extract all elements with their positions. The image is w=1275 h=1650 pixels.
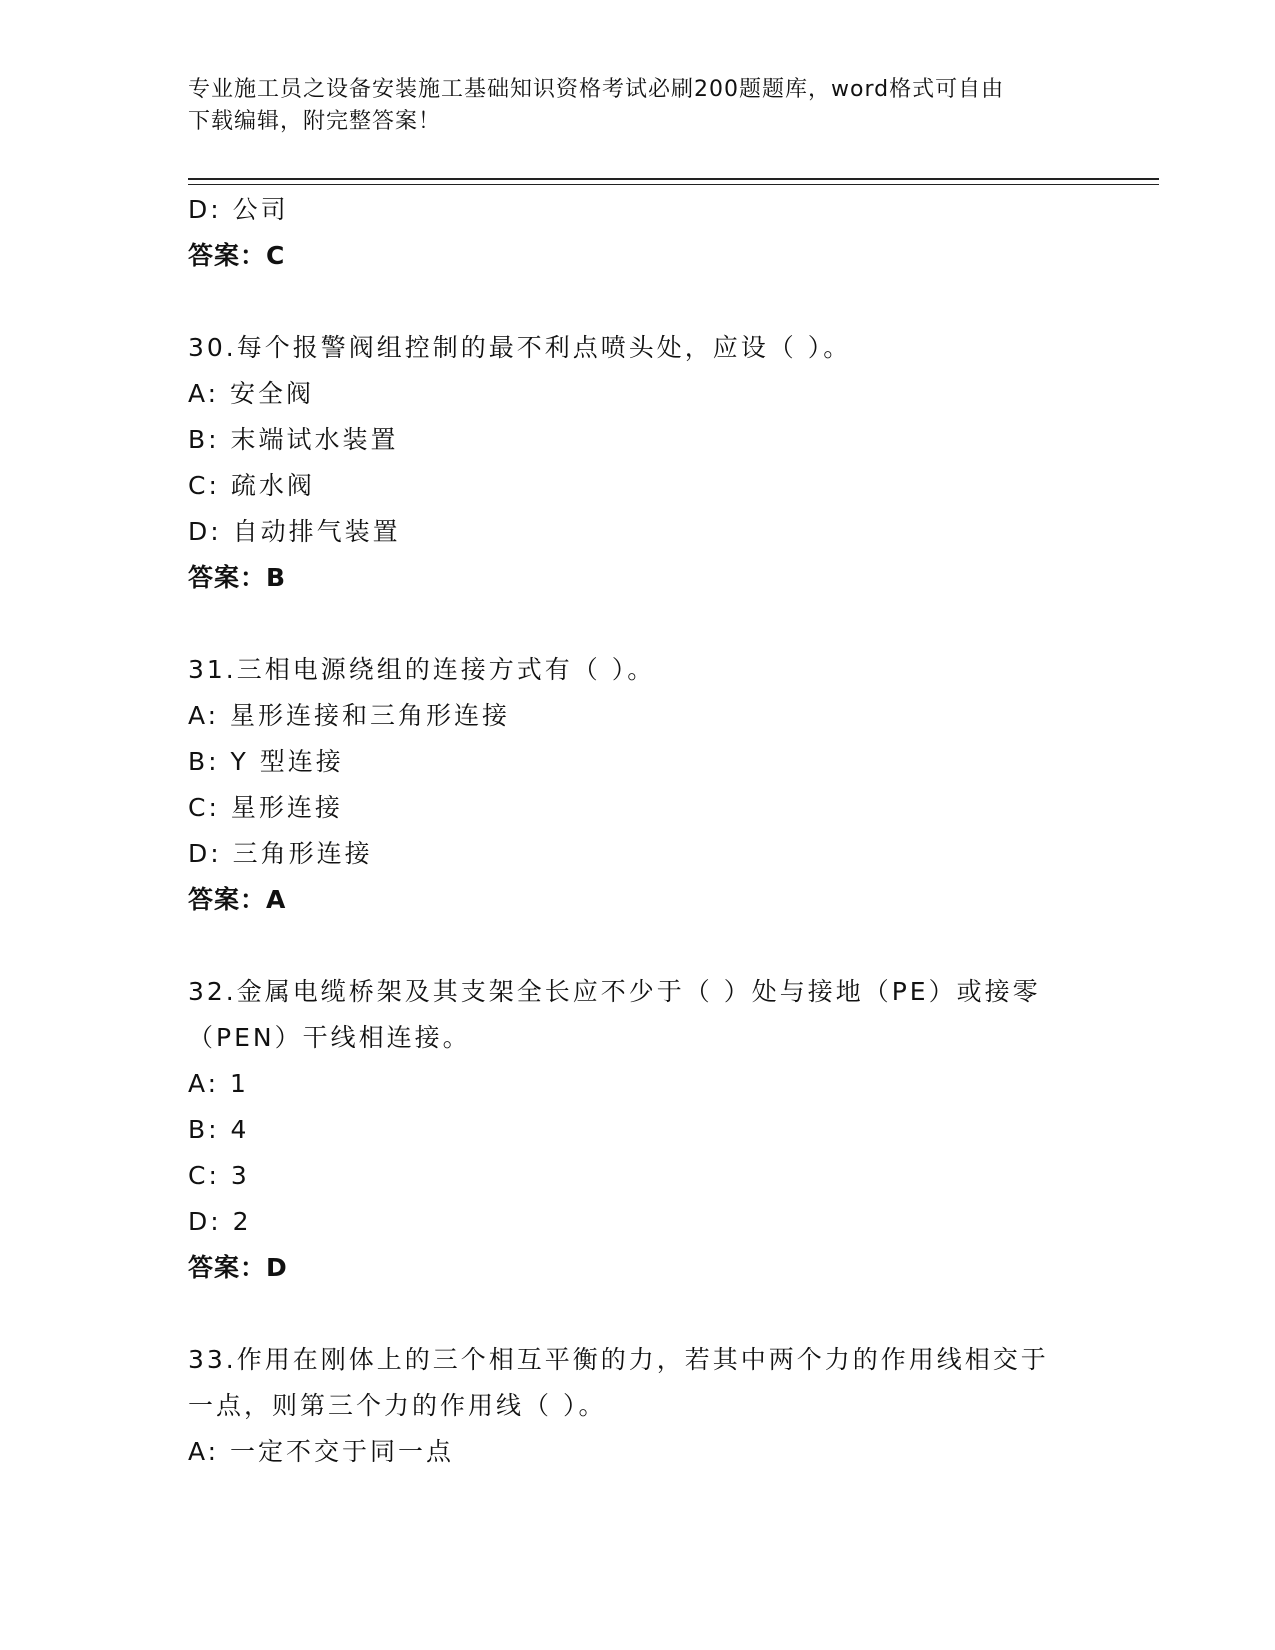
- option-d: D: 自动排气装置: [188, 517, 401, 546]
- option-a: A: 安全阀: [188, 379, 315, 408]
- question-30: [188, 332, 1088, 594]
- option-c: C: 星形连接: [188, 793, 343, 822]
- header-line-1: 专业施工员之设备安装施工基础知识资格考试必刷200题题库，word格式可自由: [188, 77, 1005, 102]
- answer: 答案：D: [188, 1253, 288, 1282]
- question-32: [188, 976, 1088, 1284]
- answer: 答案：A: [188, 885, 287, 914]
- document-header: [188, 74, 1088, 138]
- spacer: [188, 608, 1088, 654]
- option-b: B: 4: [188, 1115, 250, 1144]
- question-text-continued: （PEN）干线相连接。: [188, 1023, 471, 1052]
- header-line-2: 下载编辑，附完整答案！: [188, 109, 442, 134]
- question-text: 32.金属电缆桥架及其支架全长应不少于（ ）处与接地（PE）或接零: [188, 977, 1041, 1006]
- option-b: B: Y 型连接: [188, 747, 344, 776]
- question-31: [188, 654, 1088, 916]
- document-body: [188, 194, 1088, 1482]
- header-rule-thick: [188, 178, 1159, 180]
- question-text: 33.作用在刚体上的三个相互平衡的力，若其中两个力的作用线相交于: [188, 1345, 1049, 1374]
- answer: 答案：C: [188, 241, 286, 270]
- question-text: 30.每个报警阀组控制的最不利点喷头处，应设（ ）。: [188, 333, 852, 362]
- option-c: C: 疏水阀: [188, 471, 315, 500]
- option-a: A: 星形连接和三角形连接: [188, 701, 511, 730]
- option-c: C: 3: [188, 1161, 250, 1190]
- option-a: A: 1: [188, 1069, 249, 1098]
- question-text: 31.三相电源绕组的连接方式有（ ）。: [188, 655, 656, 684]
- option-d: D: 三角形连接: [188, 839, 373, 868]
- option-d: D: 公司: [188, 195, 289, 224]
- header-rule-thin: [188, 184, 1159, 185]
- question-text-continued: 一点，则第三个力的作用线（ ）。: [188, 1391, 607, 1420]
- spacer: [188, 1298, 1088, 1344]
- question-33: [188, 1344, 1088, 1468]
- option-d: D: 2: [188, 1207, 252, 1236]
- option-a: A: 一定不交于同一点: [188, 1437, 455, 1466]
- answer: 答案：B: [188, 563, 287, 592]
- spacer: [188, 930, 1088, 976]
- spacer: [188, 286, 1088, 332]
- option-b: B: 末端试水装置: [188, 425, 399, 454]
